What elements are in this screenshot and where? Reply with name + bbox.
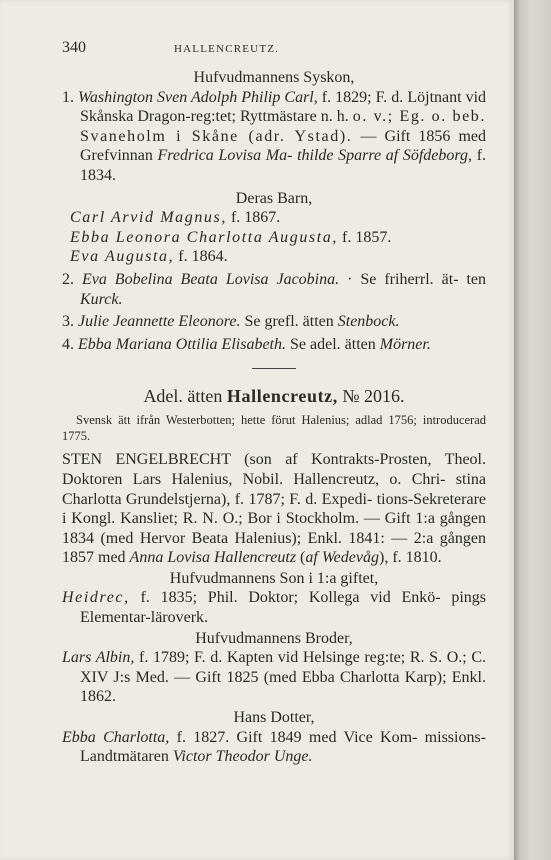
sibling-entry-2: 2. Eva Bobelina Beata Lovisa Jacobina. · Se friherrl. ät- ten Kurck. [62,270,487,308]
daughter-heading: Hans Dotter, [233,709,315,727]
head-of-family-entry: STEN ENGELBRECHT (son af Kontrakts-Prosten, Theol. Doktoren Lars Halenius, Nobil. Hallencreutz, o. Chri- stina Charlotta Grundelstjerna), f. 1787; F. d. Expedi- tions-Sekreterare i Kongl. Kansliet; R. N. O.; Bor i Stockholm. — Gift 1:a gången 1834 (med Hervor Beata Halenius); Enkl. 1841: — 2:a gången 1857 med Anna Lovisa Hallencreutz (af Wedevåg), f. 1810. [62,451,487,567]
child-entry-3: Eva Augusta, f. 1864. [70,248,228,266]
son-heading: Hufvudmannens Son i 1:a giftet, [169,569,379,587]
sibling-entry-3: 3. Julie Jeannette Eleonore. Se grefl. ätten Stenbock. [62,313,400,331]
brother-heading: Hufvudmannens Broder, [195,629,353,647]
sibling-entry-4: 4. Ebba Mariana Ottilia Elisabeth. Se adel. ätten Mörner. [62,335,431,353]
family-number: № 2016. [337,386,405,407]
child-entry-1: Carl Arvid Magnus, f. 1867. [70,209,281,227]
siblings-heading: Hufvudmannens Syskon, [193,69,355,86]
page-edge [514,0,551,860]
daughter-entry: Ebba Charlotta, f. 1827. Gift 1849 med Vice Kom- missions-Landtmätaren Victor Theodor Unge. [62,728,487,766]
child-entry-2: Ebba Leonora Charlotta Augusta, f. 1857. [70,228,392,246]
running-title: HALLENCREUTZ. [174,43,280,55]
page-content [62,38,486,767]
page-header [62,38,486,60]
son-entry: Heidrec, f. 1835; Phil. Doktor; Kollega vid Enkö- pings Elementar-läroverk. [62,589,487,627]
children-heading: Deras Barn, [235,189,313,207]
page-number: 340 [62,39,86,56]
family-name: Hallencreutz, [226,386,338,407]
sibling-entry-1: 1. Washington Sven Adolph Philip Carl, f. 1829; F. d. Löjtnant vid Skånska Dragon-reg:tet; Ryttmästare n. h. o. v.; Eg. o. beb. Svaneholm i Skåne (adr. Ystad). — Gift 1856 med Grefvinnan Fredrica Lovisa Ma- thilde Sparre af Söfdeborg, f. 1834. [62,88,487,184]
sibling-name: Washington Sven Adolph Philip Carl, [78,88,318,106]
spouse-name: Fredrica Lovisa Ma- [157,147,293,165]
family-intro: Svensk ätt ifrån Westerbotten; hette förut Halenius; adlad 1756; introducerad 1775. [62,413,487,443]
brother-entry: Lars Albin, f. 1789; F. d. Kapten vid Helsinge reg:te; R. S. O.; C. XIV J:s Med. — Gift 1825 (med Ebba Charlotta Karp); Enkl. 1862. [62,649,487,706]
family-heading: Adel. ätten Hallencreutz, № 2016. [143,386,405,407]
section-divider [252,368,296,369]
